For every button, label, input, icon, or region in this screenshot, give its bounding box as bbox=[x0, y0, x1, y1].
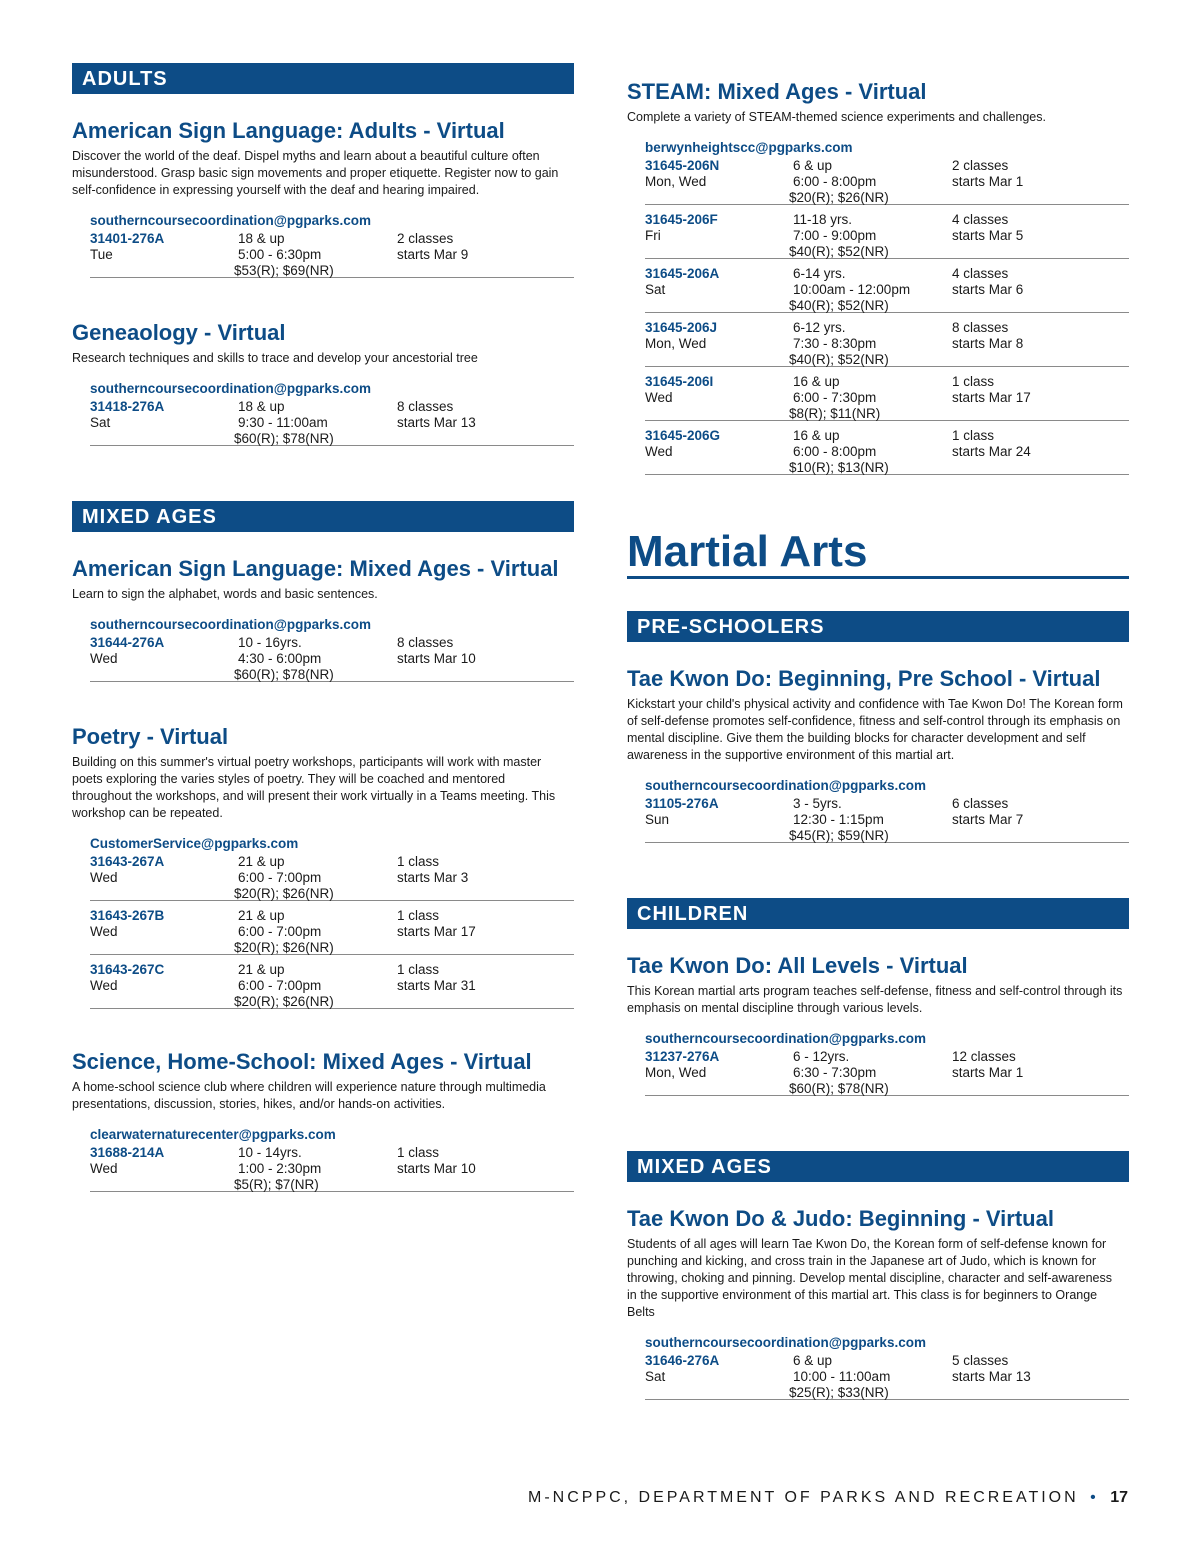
fee: $60(R); $78(NR) bbox=[234, 667, 334, 682]
class-count: 1 class bbox=[397, 962, 440, 977]
age-range: 6 - 12yrs. bbox=[793, 1049, 850, 1064]
start-date: starts Mar 8 bbox=[952, 336, 1024, 351]
fee: $45(R); $59(NR) bbox=[789, 828, 889, 843]
course-code: 31643-267C bbox=[90, 962, 165, 977]
fee: $40(R); $52(NR) bbox=[789, 352, 889, 367]
age-range: 21 & up bbox=[238, 854, 285, 869]
course-code: 31645-206I bbox=[645, 374, 714, 389]
fee: $60(R); $78(NR) bbox=[234, 431, 334, 446]
age-range: 18 & up bbox=[238, 231, 285, 246]
course-description: Building on this summer's virtual poetry workshops, participants will work with master poets exploring the varies styles of poetry. They will be coached and mentored throughout the workshops, and will present their work virtually in a Teams meeting. This workshop can be repeated. bbox=[72, 755, 556, 820]
offering-row bbox=[90, 231, 574, 278]
start-date: starts Mar 13 bbox=[397, 415, 476, 430]
course-tkd-all-levels bbox=[627, 953, 1129, 1103]
fee: $60(R); $78(NR) bbox=[789, 1081, 889, 1096]
fee: $53(R); $69(NR) bbox=[234, 263, 334, 278]
offering-row bbox=[645, 1353, 1129, 1400]
contact-email[interactable]: southerncoursecoordination@pgparks.com bbox=[645, 1031, 926, 1046]
meeting-days: Wed bbox=[90, 1161, 118, 1176]
course-description: Research techniques and skills to trace and develop your ancestorial tree bbox=[72, 351, 478, 365]
martial-arts-title: Martial Arts bbox=[627, 528, 1129, 579]
fee: $25(R); $33(NR) bbox=[789, 1385, 889, 1400]
age-range: 21 & up bbox=[238, 962, 285, 977]
meeting-days: Wed bbox=[90, 651, 118, 666]
meeting-time: 7:30 - 8:30pm bbox=[793, 336, 877, 351]
offering-row bbox=[90, 399, 574, 446]
meeting-time: 5:00 - 6:30pm bbox=[238, 247, 322, 262]
meeting-time: 10:00am - 12:00pm bbox=[793, 282, 911, 297]
course-poetry bbox=[72, 724, 574, 1016]
age-range: 10 - 14yrs. bbox=[238, 1145, 302, 1160]
course-asl-adults bbox=[72, 118, 574, 285]
age-range: 11-18 yrs. bbox=[793, 212, 853, 227]
course-code: 31645-206J bbox=[645, 320, 718, 335]
fee: $20(R); $26(NR) bbox=[234, 886, 334, 901]
course-tkd-preschool bbox=[627, 666, 1129, 850]
age-range: 3 - 5yrs. bbox=[793, 796, 842, 811]
course-code: 31644-276A bbox=[90, 635, 165, 650]
contact-email[interactable]: southerncoursecoordination@pgparks.com bbox=[645, 778, 926, 793]
course-title: Science, Home-School: Mixed Ages - Virtual bbox=[72, 1049, 532, 1074]
course-code: 31645-206G bbox=[645, 428, 721, 443]
class-count: 1 class bbox=[952, 374, 995, 389]
course-code: 31418-276A bbox=[90, 399, 165, 414]
age-range: 6-14 yrs. bbox=[793, 266, 846, 281]
class-count: 6 classes bbox=[952, 796, 1009, 811]
age-range: 6 & up bbox=[793, 158, 833, 173]
age-range: 16 & up bbox=[793, 374, 840, 389]
fee: $20(R); $26(NR) bbox=[234, 940, 334, 955]
course-code: 31688-214A bbox=[90, 1145, 165, 1160]
course-asl-mixed bbox=[72, 556, 574, 689]
course-code: 31645-206N bbox=[645, 158, 720, 173]
meeting-days: Sat bbox=[645, 1369, 666, 1384]
class-count: 1 class bbox=[397, 908, 440, 923]
section-header-children: CHILDREN bbox=[627, 898, 1129, 929]
start-date: starts Mar 1 bbox=[952, 1065, 1024, 1080]
footer-text: M-NCPPC, DEPARTMENT OF PARKS AND RECREATION bbox=[528, 1489, 1079, 1506]
class-count: 8 classes bbox=[397, 635, 454, 650]
course-title: Tae Kwon Do: Beginning, Pre School - Virtual bbox=[627, 666, 1101, 691]
class-count: 8 classes bbox=[952, 320, 1009, 335]
start-date: starts Mar 7 bbox=[952, 812, 1024, 827]
section-header-mixed-ages-martial: MIXED AGES bbox=[627, 1151, 1129, 1182]
offering-row bbox=[90, 635, 574, 682]
course-code: 31643-267B bbox=[90, 908, 165, 923]
offering-row bbox=[90, 962, 574, 1009]
meeting-time: 6:00 - 8:00pm bbox=[793, 174, 877, 189]
course-steam bbox=[627, 79, 1129, 482]
class-count: 8 classes bbox=[397, 399, 454, 414]
offering-row bbox=[645, 266, 1129, 313]
contact-email[interactable]: southerncoursecoordination@pgparks.com bbox=[90, 213, 371, 228]
course-title: Tae Kwon Do & Judo: Beginning - Virtual bbox=[627, 1206, 1054, 1231]
class-count: 2 classes bbox=[397, 231, 454, 246]
start-date: starts Mar 17 bbox=[952, 390, 1031, 405]
offering-row bbox=[645, 1049, 1129, 1096]
meeting-days: Sun bbox=[645, 812, 670, 827]
course-code: 31105-276A bbox=[645, 796, 719, 811]
offering-row bbox=[90, 1145, 574, 1192]
age-range: 18 & up bbox=[238, 399, 285, 414]
meeting-days: Wed bbox=[645, 444, 673, 459]
course-title: STEAM: Mixed Ages - Virtual bbox=[627, 79, 927, 104]
start-date: starts Mar 31 bbox=[397, 978, 476, 993]
meeting-time: 7:00 - 9:00pm bbox=[793, 228, 877, 243]
contact-email[interactable]: CustomerService@pgparks.com bbox=[90, 836, 299, 851]
meeting-days: Wed bbox=[645, 390, 673, 405]
meeting-time: 6:00 - 7:00pm bbox=[238, 870, 322, 885]
section-header-mixed-ages: MIXED AGES bbox=[72, 501, 574, 532]
start-date: starts Mar 1 bbox=[952, 174, 1024, 189]
offering-row bbox=[90, 854, 574, 901]
class-count: 4 classes bbox=[952, 266, 1009, 281]
section-header-pre-schoolers: PRE-SCHOOLERS bbox=[627, 611, 1129, 642]
start-date: starts Mar 10 bbox=[397, 651, 476, 666]
offering-row bbox=[645, 796, 1129, 843]
course-title: Tae Kwon Do: All Levels - Virtual bbox=[627, 953, 968, 978]
contact-email[interactable]: southerncoursecoordination@pgparks.com bbox=[645, 1335, 926, 1350]
class-count: 1 class bbox=[397, 854, 440, 869]
course-code: 31237-276A bbox=[645, 1049, 720, 1064]
contact-email[interactable]: clearwaternaturecenter@pgparks.com bbox=[90, 1127, 336, 1142]
page-footer bbox=[528, 1489, 1128, 1507]
section-header-adults: ADULTS bbox=[72, 63, 574, 94]
class-count: 5 classes bbox=[952, 1353, 1009, 1368]
start-date: starts Mar 6 bbox=[952, 282, 1024, 297]
meeting-days: Tue bbox=[90, 247, 113, 262]
footer-bullet: • bbox=[1090, 1489, 1099, 1506]
meeting-days: Wed bbox=[90, 870, 118, 885]
meeting-days: Sat bbox=[645, 282, 666, 297]
course-code: 31401-276A bbox=[90, 231, 165, 246]
course-description: Students of all ages will learn Tae Kwon Do, the Korean form of self-defense known for punching and kicking, and cross train in the Japanese art of Judo, which is known for throwing, choking and pinning. Develop mental discipline, character and self-awareness in the supportive environment of this martial art. This class is for beginners to Orange Belts bbox=[627, 1237, 1112, 1319]
fee: $5(R); $7(NR) bbox=[234, 1177, 319, 1192]
meeting-time: 10:00 - 11:00am bbox=[793, 1369, 891, 1384]
course-science-home-school bbox=[72, 1049, 574, 1199]
page-number: 17 bbox=[1110, 1489, 1128, 1506]
course-title: Geneaology - Virtual bbox=[72, 320, 286, 345]
course-description: Learn to sign the alphabet, words and basic sentences. bbox=[72, 587, 378, 601]
start-date: starts Mar 13 bbox=[952, 1369, 1031, 1384]
offering-row bbox=[645, 212, 1129, 259]
meeting-time: 6:00 - 7:30pm bbox=[793, 390, 877, 405]
class-count: 2 classes bbox=[952, 158, 1009, 173]
fee: $20(R); $26(NR) bbox=[234, 994, 334, 1009]
course-tkd-judo bbox=[627, 1206, 1129, 1407]
meeting-time: 9:30 - 11:00am bbox=[238, 415, 328, 430]
offering-row bbox=[645, 428, 1129, 475]
class-count: 1 class bbox=[952, 428, 995, 443]
course-description: Discover the world of the deaf. Dispel myths and learn about a beautiful culture often misunderstood. Grasp basic sign movements and proper etiquette. Register now to gain self-confidence in expressing yourself with the deaf and hearing impaired. bbox=[72, 149, 559, 197]
offering-row bbox=[645, 320, 1129, 367]
offering-row bbox=[90, 908, 574, 955]
course-description: A home-school science club where children will experience nature through multimedia presentations, discussion, stories, hikes, and/or hands-on activities. bbox=[72, 1080, 546, 1111]
meeting-days: Mon, Wed bbox=[645, 174, 707, 189]
fee: $10(R); $13(NR) bbox=[789, 460, 889, 475]
meeting-time: 6:00 - 7:00pm bbox=[238, 924, 322, 939]
course-description: This Korean martial arts program teaches self-defense, fitness and self-control through its emphasis on mental discipline through various levels. bbox=[627, 984, 1123, 1015]
offering-row bbox=[645, 374, 1129, 421]
course-code: 31643-267A bbox=[90, 854, 165, 869]
meeting-time: 6:00 - 7:00pm bbox=[238, 978, 322, 993]
meeting-time: 6:00 - 8:00pm bbox=[793, 444, 877, 459]
fee: $20(R); $26(NR) bbox=[789, 190, 889, 205]
contact-email[interactable]: southerncoursecoordination@pgparks.com bbox=[90, 381, 371, 396]
fee: $8(R); $11(NR) bbox=[789, 406, 881, 421]
start-date: starts Mar 17 bbox=[397, 924, 476, 939]
course-title: American Sign Language: Adults - Virtual bbox=[72, 118, 505, 143]
meeting-days: Fri bbox=[645, 228, 661, 243]
class-count: 4 classes bbox=[952, 212, 1009, 227]
meeting-time: 1:00 - 2:30pm bbox=[238, 1161, 322, 1176]
start-date: starts Mar 3 bbox=[397, 870, 469, 885]
meeting-time: 4:30 - 6:00pm bbox=[238, 651, 322, 666]
age-range: 6 & up bbox=[793, 1353, 833, 1368]
contact-email[interactable]: southerncoursecoordination@pgparks.com bbox=[90, 617, 371, 632]
fee: $40(R); $52(NR) bbox=[789, 244, 889, 259]
course-geneaology bbox=[72, 320, 574, 453]
start-date: starts Mar 24 bbox=[952, 444, 1031, 459]
age-range: 6-12 yrs. bbox=[793, 320, 846, 335]
class-count: 12 classes bbox=[952, 1049, 1016, 1064]
course-title: Poetry - Virtual bbox=[72, 724, 229, 749]
fee: $40(R); $52(NR) bbox=[789, 298, 889, 313]
age-range: 10 - 16yrs. bbox=[238, 635, 302, 650]
start-date: starts Mar 5 bbox=[952, 228, 1024, 243]
age-range: 16 & up bbox=[793, 428, 840, 443]
contact-email[interactable]: berwynheightscc@pgparks.com bbox=[645, 140, 853, 155]
offering-row bbox=[645, 158, 1129, 205]
age-range: 21 & up bbox=[238, 908, 285, 923]
meeting-time: 12:30 - 1:15pm bbox=[793, 812, 884, 827]
meeting-days: Wed bbox=[90, 924, 118, 939]
meeting-days: Mon, Wed bbox=[645, 336, 707, 351]
course-title: American Sign Language: Mixed Ages - Virtual bbox=[72, 556, 559, 581]
meeting-days: Wed bbox=[90, 978, 118, 993]
course-code: 31645-206F bbox=[645, 212, 718, 227]
meeting-days: Mon, Wed bbox=[645, 1065, 707, 1080]
meeting-time: 6:30 - 7:30pm bbox=[793, 1065, 877, 1080]
course-description: Complete a variety of STEAM-themed science experiments and challenges. bbox=[627, 110, 1046, 124]
course-code: 31645-206A bbox=[645, 266, 720, 281]
course-code: 31646-276A bbox=[645, 1353, 720, 1368]
start-date: starts Mar 9 bbox=[397, 247, 469, 262]
course-description: Kickstart your child's physical activity and confidence with Tae Kwon Do! The Korean form of self-defense promotes self-confidence, fitness and self-control through its emphasis on mental discipline. Give them the building blocks for character development and self awareness in the supportive environment of this martial art. bbox=[627, 697, 1123, 762]
start-date: starts Mar 10 bbox=[397, 1161, 476, 1176]
class-count: 1 class bbox=[397, 1145, 440, 1160]
meeting-days: Sat bbox=[90, 415, 111, 430]
